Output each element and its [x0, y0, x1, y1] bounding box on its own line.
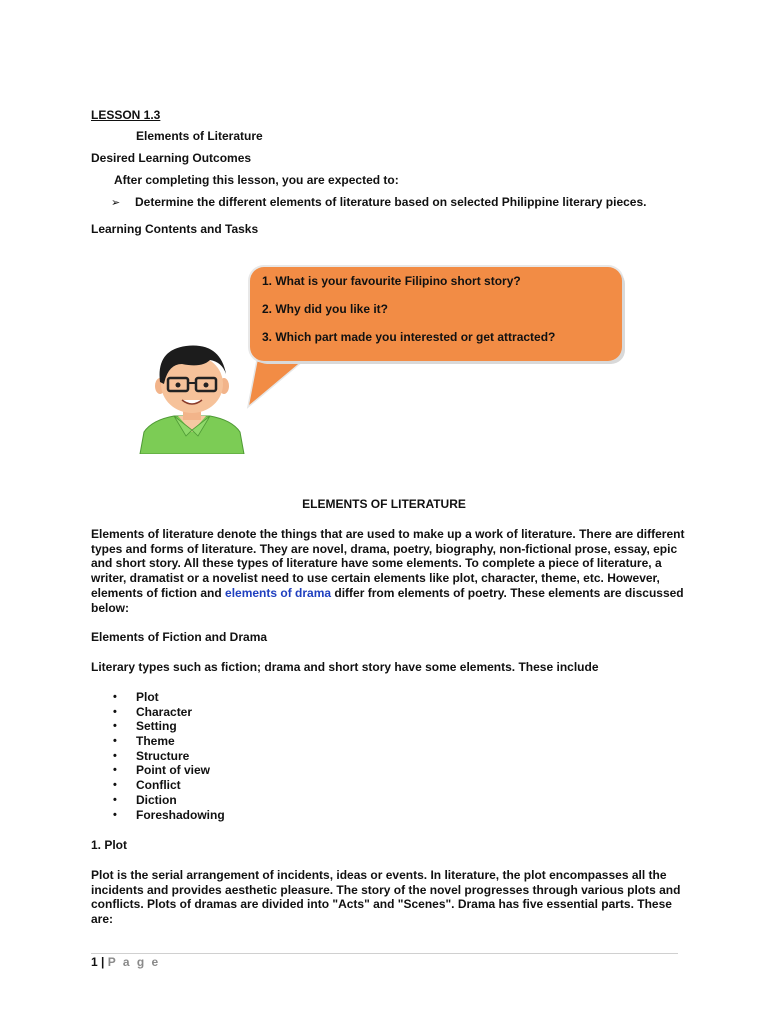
list-intro: Literary types such as fiction; drama and short story have some elements. These include: [91, 660, 599, 674]
plot-heading: 1. Plot: [91, 838, 128, 852]
outcomes-heading: Desired Learning Outcomes: [91, 151, 252, 165]
question-3: 3. Which part made you interested or get attracted?: [262, 330, 556, 344]
list-item: • Foreshadowing: [113, 808, 225, 823]
page-number: 1: [91, 955, 98, 969]
fiction-drama-heading: Elements of Fiction and Drama: [91, 630, 268, 644]
intro-paragraph: [91, 527, 691, 615]
outcome-item: [111, 195, 647, 211]
speech-bubble-tail: [240, 355, 330, 415]
list-item: • Conflict: [113, 778, 225, 793]
student-avatar-illustration: [138, 340, 246, 454]
contents-heading: Learning Contents and Tasks: [91, 222, 259, 236]
page-label: P a g e: [107, 955, 161, 969]
list-item: • Setting: [113, 719, 225, 734]
question-1: 1. What is your favourite Filipino short story?: [262, 274, 521, 288]
page-footer: [91, 955, 160, 969]
section-heading: ELEMENTS OF LITERATURE: [302, 497, 466, 511]
question-2: 2. Why did you like it?: [262, 302, 389, 316]
plot-paragraph: Plot is the serial arrangement of incidents, ideas or events. In literature, the plot encompasses all the incidents and provides aesthetic pleasure. The story of the novel progresses through various plots and conflicts. Plots of dramas are divided into "Acts" and "Scenes". Drama has five essential parts. These are:: [91, 868, 681, 927]
elements-list: [113, 690, 225, 822]
footer-divider: [91, 953, 678, 954]
list-item: • Plot: [113, 690, 225, 705]
paragraph-text: Elements of literature denote the things that are used to make up a work of literature. There are different types and forms of literature. They are novel, drama, poetry, biography, non-fictional prose, essay, epic and short story. All these types of literature have some elements. To complete a piece of literature, a writer, dramatist or a novelist need to use certain elements like plot, character, theme, etc. However, elements of fiction and: [91, 527, 685, 600]
lesson-label: LESSON 1.3: [91, 108, 161, 122]
list-item: • Point of view: [113, 763, 225, 778]
elements-of-drama-link[interactable]: elements of drama: [225, 585, 332, 600]
lesson-subtitle: Elements of Literature: [136, 129, 263, 143]
footer-separator: |: [101, 955, 105, 969]
paragraph-text-end: differ from elements of poetry. These elements are discussed below:: [91, 585, 684, 615]
list-item: • Diction: [113, 793, 225, 808]
arrow-bullet-icon: ➢: [111, 197, 121, 209]
list-item: • Theme: [113, 734, 225, 749]
list-item: • Character: [113, 705, 225, 720]
list-item: • Structure: [113, 749, 225, 764]
outcomes-intro: After completing this lesson, you are expected to:: [114, 173, 399, 187]
outcome-text: Determine the different elements of literature based on selected Philippine literary pieces.: [135, 195, 647, 209]
